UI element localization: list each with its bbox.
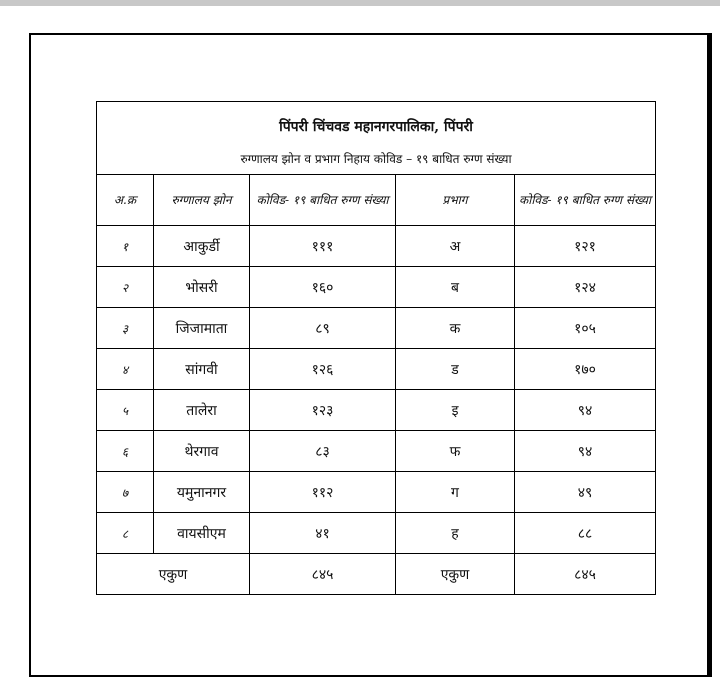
table-row (97, 513, 656, 554)
zone-cell: आकुर्डी (154, 226, 250, 267)
serial-cell: ५ (97, 390, 154, 431)
header-zone-count: कोविड- १९ बाधित रुग्ण संख्या (250, 175, 396, 226)
table-row (97, 472, 656, 513)
header-ward: प्रभाग (396, 175, 515, 226)
table-header-row (97, 175, 656, 226)
total-row (97, 554, 656, 595)
serial-cell: २ (97, 267, 154, 308)
ward-count-cell: ४९ (515, 472, 656, 513)
header-ward-count: कोविड- १९ बाधित रुग्ण संख्या (515, 175, 656, 226)
table-row (97, 390, 656, 431)
ward-cell: ब (396, 267, 515, 308)
table-row (97, 431, 656, 472)
ward-cell: ह (396, 513, 515, 554)
top-gray-bar (0, 0, 720, 6)
zone-count-cell: १११ (250, 226, 396, 267)
ward-cell: फ (396, 431, 515, 472)
covid-report-table (96, 101, 656, 595)
ward-count-cell: १०५ (515, 308, 656, 349)
serial-cell: ३ (97, 308, 154, 349)
ward-cell: अ (396, 226, 515, 267)
ward-cell: ग (396, 472, 515, 513)
zone-cell: थेरगाव (154, 431, 250, 472)
serial-cell: १ (97, 226, 154, 267)
ward-cell: इ (396, 390, 515, 431)
zone-cell: जिजामाता (154, 308, 250, 349)
zone-cell: वायसीएम (154, 513, 250, 554)
table-row (97, 267, 656, 308)
zone-count-cell: १६० (250, 267, 396, 308)
ward-total-value: ८४५ (515, 554, 656, 595)
ward-count-cell: ९४ (515, 431, 656, 472)
ward-count-cell: ९४ (515, 390, 656, 431)
zone-cell: तालेरा (154, 390, 250, 431)
table-row (97, 349, 656, 390)
report-subtitle: रुग्णालय झोन व प्रभाग निहाय कोविड – १९ बाधित रुग्ण संख्या (240, 152, 512, 166)
zone-count-cell: ४१ (250, 513, 396, 554)
zone-cell: भोसरी (154, 267, 250, 308)
table-row (97, 226, 656, 267)
table-title-cell (97, 102, 656, 175)
ward-count-cell: ८८ (515, 513, 656, 554)
table-row (97, 308, 656, 349)
ward-cell: ड (396, 349, 515, 390)
serial-cell: ६ (97, 431, 154, 472)
zone-count-cell: १२६ (250, 349, 396, 390)
ward-cell: क (396, 308, 515, 349)
zone-cell: यमुनानगर (154, 472, 250, 513)
total-label-ward: एकुण (396, 554, 515, 595)
zone-count-cell: ८३ (250, 431, 396, 472)
ward-count-cell: १७० (515, 349, 656, 390)
zone-count-cell: ८९ (250, 308, 396, 349)
zone-cell: सांगवी (154, 349, 250, 390)
serial-cell: ७ (97, 472, 154, 513)
header-serial: अ.क्र (97, 175, 154, 226)
serial-cell: ४ (97, 349, 154, 390)
report-title: पिंपरी चिंचवड महानगरपालिका, पिंपरी (279, 119, 473, 135)
zone-count-cell: ११२ (250, 472, 396, 513)
ward-count-cell: १२४ (515, 267, 656, 308)
zone-count-cell: १२३ (250, 390, 396, 431)
header-hospital-zone: रुग्णालय झोन (154, 175, 250, 226)
ward-count-cell: १२१ (515, 226, 656, 267)
total-label-zone: एकुण (97, 554, 250, 595)
zone-total-value: ८४५ (250, 554, 396, 595)
serial-cell: ८ (97, 513, 154, 554)
